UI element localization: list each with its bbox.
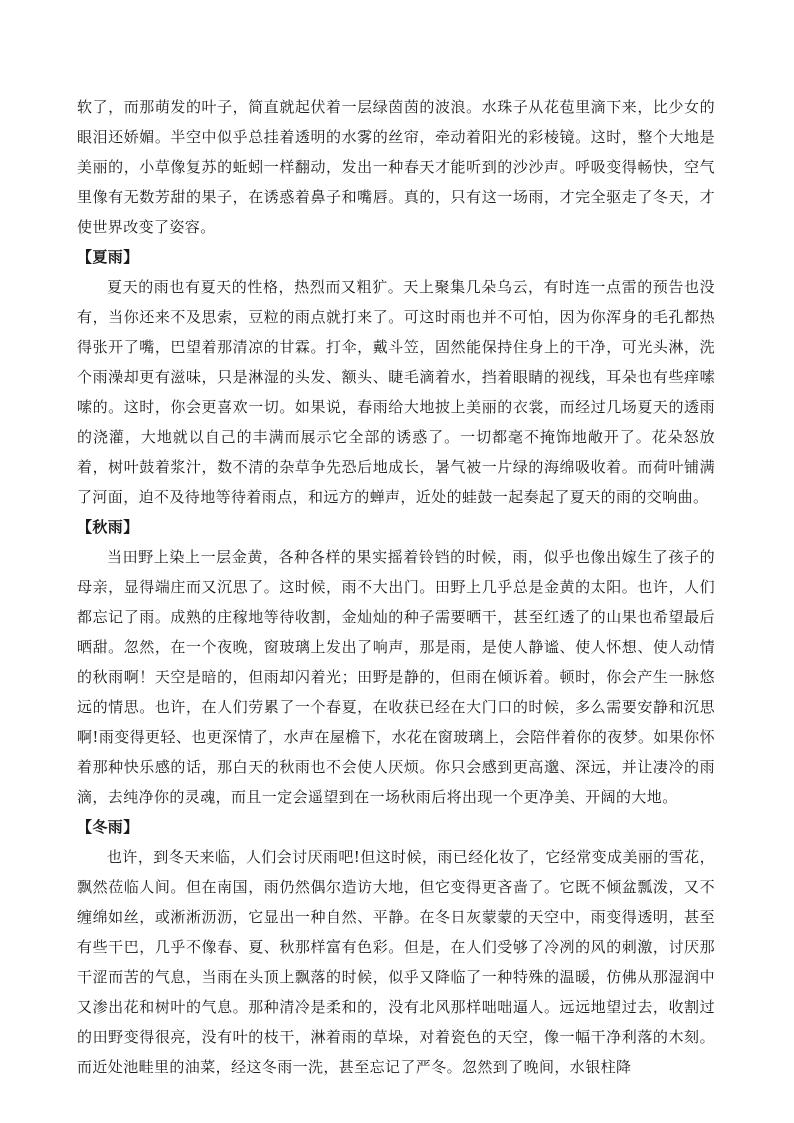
section-paragraph-winter-rain: 也许，到冬天来临，人们会讨厌雨吧!但这时候，雨已经化妆了，它经常变成美丽的雪花，飘然莅临人间。但在南国，雨仍然偶尔造访大地，但它变得更吝啬了。它既不倾盆瓢泼，又不缠绵如丝，或淅淅沥沥，它显出一种自然、平静。在冬日灰蒙蒙的天空中，雨变得透明，甚至有些干巴，几乎不像春、夏、秋那样富有色彩。但是，在人们受够了冷冽的风的刺激，讨厌那干涩而苦的气息，当雨在头顶上飘落的时候，似乎又降临了一种特殊的温暖，仿佛从那湿润中又渗出花和树叶的气息。那种清冷是柔和的，没有北风那样咄咄逼人。远远地望过去，收割过的田野变得很亮，没有叶的枝干，淋着雨的草垛，对着瓷色的天空，像一幅干净利落的木刻。而近处池畦里的油菜，经这冬雨一洗，甚至忘记了严冬。忽然到了晚间，水银柱降 — [77, 848, 715, 1076]
section-heading-winter-rain: 【冬雨】 — [77, 818, 139, 836]
section-paragraph-autumn-rain: 当田野上染上一层金黄，各种各样的果实摇着铃铛的时候，雨，似乎也像出嫁生了孩子的母亲，显得端庄而又沉思了。这时候，雨不大出门。田野上几乎总是金黄的太阳。也许，人们都忘记了雨。成熟的庄稼地等待收割，金灿灿的种子需要晒干，甚至红透了的山果也希望最后晒甜。忽然，在一个夜晚，窗玻璃上发出了响声，那是雨，是使人静谧、使人怀想、使人动情的秋雨啊！天空是暗的，但雨却闪着光；田野是静的，但雨在倾诉着。顿时，你会产生一脉悠远的情思。也许，在人们劳累了一个春夏，在收获已经在大门口的时候，多么需要安静和沉思啊!雨变得更轻、也更深情了，水声在屋檐下，水花在窗玻璃上，会陪伴着你的夜梦。如果你怀着那种快乐感的话，那白天的秋雨也不会使人厌烦。你只会感到更高邈、深远，并让凄冷的雨滴，去纯净你的灵魂，而且一定会遥望到在一场秋雨后将出现一个更净美、开阔的大地。 — [77, 548, 715, 806]
section-heading-summer-rain: 【夏雨】 — [77, 248, 139, 266]
section-heading-autumn-rain: 【秋雨】 — [77, 518, 139, 536]
section-paragraph-summer-rain: 夏天的雨也有夏天的性格，热烈而又粗犷。天上聚集几朵乌云，有时连一点雷的预告也没有，当你还来不及思索，豆粒的雨点就打来了。可这时雨也并不可怕，因为你浑身的毛孔都热得张开了嘴，巴望着那清凉的甘霖。打伞，戴斗笠，固然能保持住身上的干净，可光头淋，洗个雨澡却更有滋味，只是淋湿的头发、额头、睫毛滴着水，挡着眼睛的视线，耳朵也有些痒嗦嗦的。这时，你会更喜欢一切。如果说，春雨给大地披上美丽的衣裳，而经过几场夏天的透雨的浇灌，大地就以自己的丰满而展示它全部的诱惑了。一切都毫不掩饰地敞开了。花朵怒放着，树叶鼓着浆汁，数不清的杂草争先恐后地成长，暑气被一片绿的海绵吸收着。而荷叶铺满了河面，迫不及待地等待着雨点，和远方的蝉声，近处的蛙鼓一起奏起了夏天的雨的交响曲。 — [77, 278, 715, 506]
intro-paragraph: 软了，而那萌发的叶子，简直就起伏着一层绿茵茵的波浪。水珠子从花苞里滴下来，比少女的眼泪还娇媚。半空中似乎总挂着透明的水雾的丝帘，牵动着阳光的彩棱镜。这时，整个大地是美丽的，小草像复苏的蚯蚓一样翻动，发出一种春天才能听到的沙沙声。呼吸变得畅快，空气里像有无数芳甜的果子，在诱惑着鼻子和嘴唇。真的，只有这一场雨，才完全驱走了冬天，才使世界改变了姿容。 — [77, 98, 715, 236]
document-page — [77, 92, 715, 1082]
